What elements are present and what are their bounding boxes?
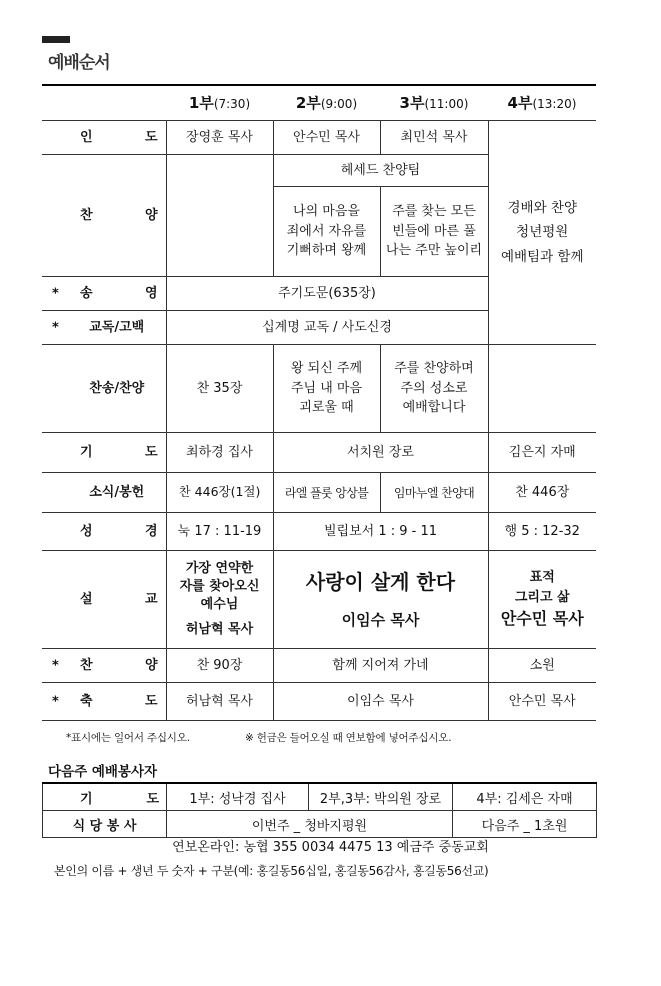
creed: 십계명 교독 / 사도신경: [166, 311, 488, 345]
label-hymn: 찬송/찬양: [42, 345, 166, 433]
row-prayer: [42, 433, 596, 473]
row-scripture: [42, 513, 596, 551]
row-offering: [42, 473, 596, 513]
sermon-2-3: 사랑이 살게 한다 이임수 목사: [273, 551, 488, 649]
label-offering: 소식/봉헌: [42, 473, 166, 513]
label-benediction: * 축 도: [42, 683, 166, 721]
next-week-prayer-label: 기 도: [43, 783, 167, 811]
header-row: [42, 85, 596, 121]
next-week-prayer-row: [43, 783, 597, 811]
next-week-title: 다음주 예배봉사자: [48, 764, 158, 780]
service-4-header: 4부(13:20): [488, 85, 596, 121]
row-benediction: [42, 683, 596, 721]
offering-4: 찬 446장: [488, 473, 596, 513]
label-praise: 찬 양: [42, 155, 166, 277]
note-stand: *표시에는 일어서 주십시오.: [66, 732, 190, 744]
praise-song-2: 나의 마음을 죄에서 자유를 기뻐하며 왕께: [273, 187, 380, 277]
next-week-meal-this: 이번주 _ 청바지평원: [167, 811, 453, 838]
praise-team: 헤세드 찬양팀: [273, 155, 488, 187]
notes: [66, 730, 503, 745]
closing-hymn-4: 소원: [488, 649, 596, 683]
scripture-2-3: 빌립보서 1 : 9 - 11: [273, 513, 488, 551]
page-title: 예배순서: [48, 53, 110, 73]
praise-song-3: 주를 찾는 모든 빈들에 마른 풀 나는 주만 높이리: [380, 187, 488, 277]
prayer-4: 김은지 자매: [488, 433, 596, 473]
label-leader: 인 도: [42, 121, 166, 155]
praise-service-1: [166, 155, 273, 277]
label-prayer: 기 도: [42, 433, 166, 473]
benediction-2-3: 이임수 목사: [273, 683, 488, 721]
label-closing-hymn: * 찬 양: [42, 649, 166, 683]
online-offering-note: 본인의 이름 + 생년 두 숫자 + 구분(예: 홍길동56십일, 홍길동56감사, 홍길동56선교): [54, 864, 489, 878]
prayer-2-3: 서치원 장로: [273, 433, 488, 473]
service-1-header: 1부(7:30): [166, 85, 273, 121]
next-week-prayer-3: 4부: 김세은 자매: [453, 783, 597, 811]
next-week-meal-label: 식 당 봉 사: [43, 811, 167, 838]
next-week-meal-row: [43, 811, 597, 838]
scripture-1: 눅 17 : 11-19: [166, 513, 273, 551]
prayer-1: 최하경 집사: [166, 433, 273, 473]
label-scripture: 성 경: [42, 513, 166, 551]
scripture-4: 행 5 : 12-32: [488, 513, 596, 551]
leader-2: 안수민 목사: [273, 121, 380, 155]
offering-2: 라엘 플룻 앙상블: [273, 473, 380, 513]
benediction-1: 허남혁 목사: [166, 683, 273, 721]
worship-order-table: [42, 84, 596, 721]
row-hymn: [42, 345, 596, 433]
next-week-table: [42, 782, 597, 838]
benediction-4: 안수민 목사: [488, 683, 596, 721]
row-sermon: [42, 551, 596, 649]
sermon-4: 표적 그리고 삶 안수민 목사: [488, 551, 596, 649]
next-week-prayer-1: 1부: 성낙경 집사: [167, 783, 309, 811]
leader-1: 장영훈 목사: [166, 121, 273, 155]
doxology: 주기도문(635장): [166, 277, 488, 311]
label-sermon: 설 교: [42, 551, 166, 649]
service-3-header: 3부(11:00): [380, 85, 488, 121]
note-offering: ※ 헌금은 들어오실 때 연보함에 넣어주십시오.: [244, 732, 452, 744]
label-doxology: * 송 영: [42, 277, 166, 311]
offering-3: 임마누엘 찬양대: [380, 473, 488, 513]
closing-hymn-2-3: 함께 지어져 가네: [273, 649, 488, 683]
service-4-praise: 경배와 찬양 청년평원 예배팀과 함께: [488, 121, 596, 345]
online-offering: 연보온라인: 농협 355 0034 4475 13 예금주 중동교회: [172, 840, 489, 855]
hymn-3: 주를 찬양하며 주의 성소로 예배합니다: [380, 345, 488, 433]
offering-1: 찬 446장(1절): [166, 473, 273, 513]
closing-hymn-1: 찬 90장: [166, 649, 273, 683]
next-week-meal-next: 다음주 _ 1초원: [453, 811, 597, 838]
title-bar: [42, 36, 70, 43]
section-title: [42, 36, 126, 72]
next-week-prayer-2: 2부,3부: 박의원 장로: [309, 783, 453, 811]
sermon-1: 가장 연약한 자를 찾아오신 예수님 허남혁 목사: [166, 551, 273, 649]
row-closing-hymn: [42, 649, 596, 683]
hymn-2: 왕 되신 주께 주님 내 마음 괴로울 때: [273, 345, 380, 433]
row-leader: [42, 121, 596, 155]
label-creed: * 교독/고백: [42, 311, 166, 345]
leader-3: 최민석 목사: [380, 121, 488, 155]
hymn-1: 찬 35장: [166, 345, 273, 433]
service-2-header: 2부(9:00): [273, 85, 380, 121]
